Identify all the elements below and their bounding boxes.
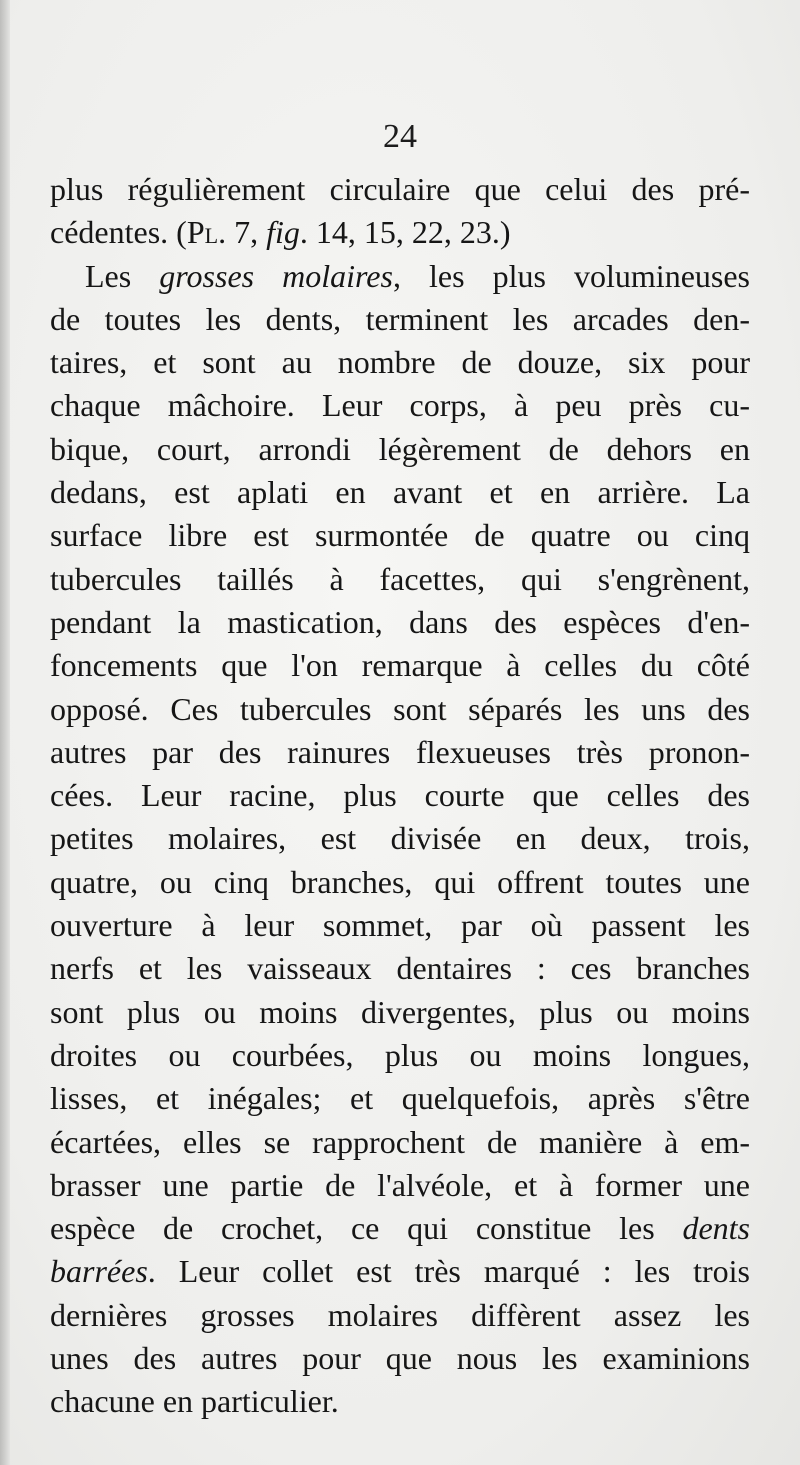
text-line: chacune en particulier.: [50, 1383, 339, 1420]
body-text: [50, 168, 750, 1424]
text-line: petites molaires, est divisée en deux, trois,: [50, 820, 750, 857]
text-line: droites ou courbées, plus ou moins longues,: [50, 1036, 750, 1073]
text-line: dernières grosses molaires diffèrent assez les: [50, 1296, 750, 1333]
text-line: opposé. Ces tubercules sont séparés les uns des: [50, 690, 750, 727]
text-line: de toutes les dents, terminent les arcades den-: [50, 300, 750, 337]
text-line: dedans, est aplati en avant et en arrière. La: [50, 474, 750, 511]
text-line: lisses, et inégales; et quelquefois, après s'être: [50, 1080, 750, 1117]
text-line: cédentes. (Pl. 7, fig. 14, 15, 22, 23.): [50, 214, 511, 251]
text-line: cées. Leur racine, plus courte que celles des: [50, 777, 750, 814]
text-line: foncements que l'on remarque à celles du côté: [50, 647, 750, 684]
text-line: Les grosses molaires, les plus volumineuses: [85, 257, 751, 294]
text-line: nerfs et les vaisseaux dentaires : ces branches: [50, 950, 750, 987]
page-number: 24: [383, 118, 417, 155]
text-line: autres par des rainures flexueuses très pronon-: [50, 733, 750, 770]
text-line: ouverture à leur sommet, par où passent les: [50, 907, 750, 944]
text-line: brasser une partie de l'alvéole, et à former une: [50, 1166, 750, 1203]
text-line: sont plus ou moins divergentes, plus ou moins: [50, 993, 750, 1030]
text-line: surface libre est surmontée de quatre ou cinq: [50, 517, 750, 554]
text-line: espèce de crochet, ce qui constitue les dents: [50, 1210, 750, 1247]
text-line: tubercules taillés à facettes, qui s'engrènent,: [50, 560, 750, 597]
text-line: unes des autres pour que nous les examinions: [50, 1340, 750, 1377]
text-line: taires, et sont au nombre de douze, six pour: [50, 344, 750, 381]
text-line: pendant la mastication, dans des espèces d'en-: [50, 603, 750, 640]
text-line: bique, court, arrondi légèrement de dehors en: [50, 430, 750, 467]
text-line: barrées. Leur collet est très marqué : les trois: [50, 1253, 750, 1290]
text-line: plus régulièrement circulaire que celui des pré-: [50, 171, 750, 207]
text-line: écartées, elles se rapprochent de manière à em-: [50, 1123, 750, 1160]
page-edge-shadow: [0, 0, 10, 1465]
text-line: quatre, ou cinq branches, qui offrent toutes une: [50, 863, 750, 900]
text-line: chaque mâchoire. Leur corps, à peu près cu-: [50, 387, 750, 424]
